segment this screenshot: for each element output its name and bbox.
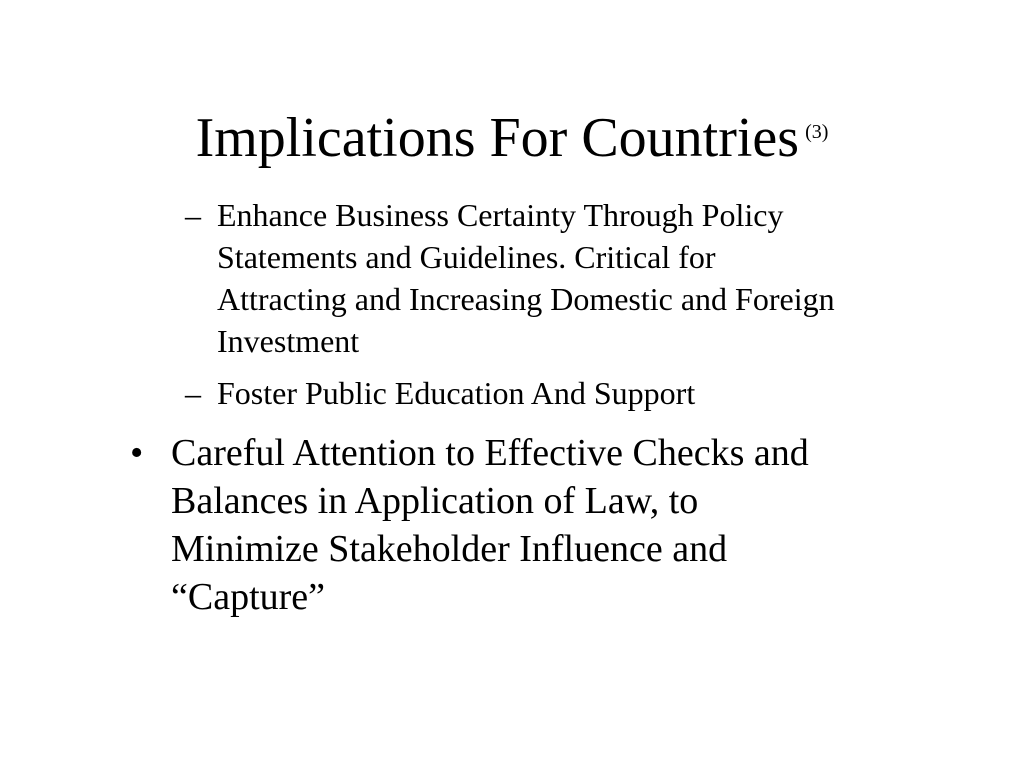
bullet-line: Foster Public Education And Support [217, 375, 696, 411]
bullet-line: Balances in Application of Law, to [171, 480, 699, 522]
sub-bullet-item [185, 194, 1005, 362]
bullet-line: Attracting and Increasing Domestic and Foreign [217, 281, 835, 317]
slide-title [0, 96, 1024, 174]
slide-title-text: Implications For Countries [195, 107, 800, 169]
bullet-line: Careful Attention to Effective Checks and [171, 432, 809, 474]
dash-marker: – [185, 375, 201, 411]
main-bullet-item [130, 429, 970, 621]
bullet-marker: • [130, 432, 144, 474]
bullet-line: Statements and Guidelines. Critical for [217, 239, 716, 275]
bullet-line: Minimize Stakeholder Influence and [171, 528, 728, 570]
sub-bullet-list [185, 194, 1005, 424]
main-bullet-list [130, 429, 970, 621]
bullet-line: “Capture” [171, 576, 326, 618]
bullet-line: Investment [217, 323, 360, 359]
bullet-line: Enhance Business Certainty Through Policy [217, 197, 784, 233]
slide-title-suffix: (3) [805, 121, 829, 143]
sub-bullet-item [185, 372, 1005, 414]
dash-marker: – [185, 197, 201, 233]
